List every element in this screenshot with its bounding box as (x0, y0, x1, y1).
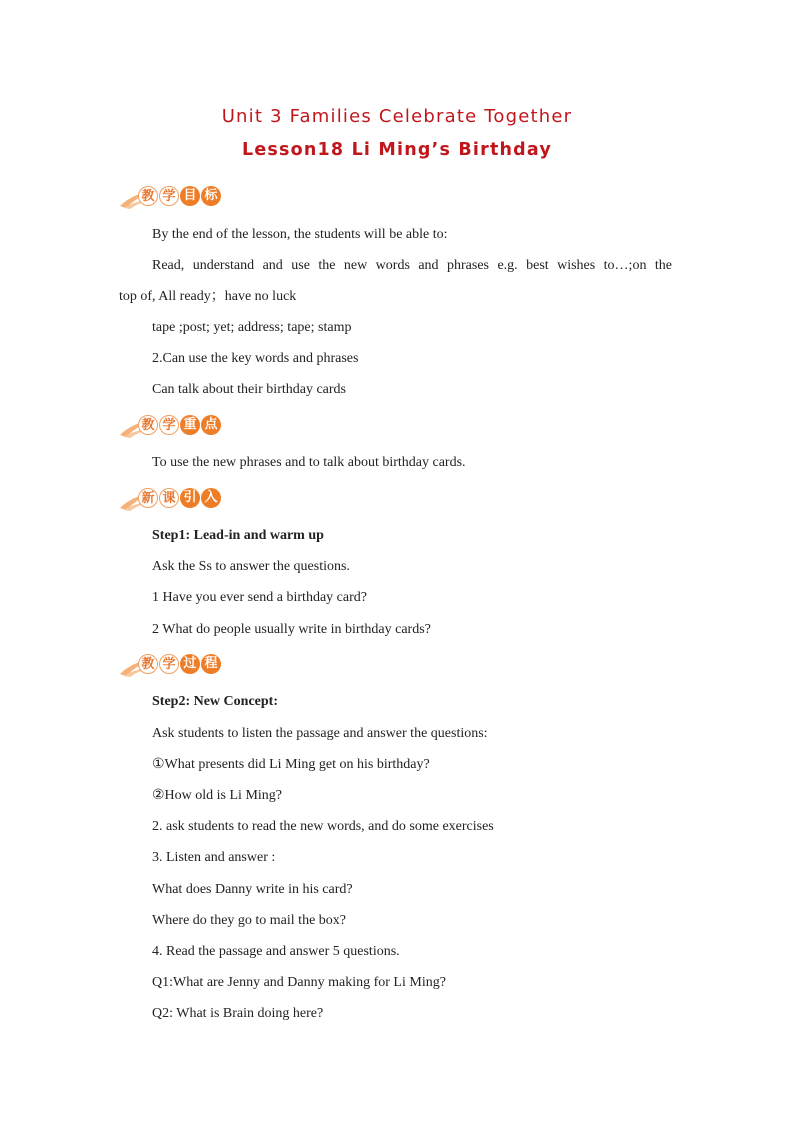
badge-char: 引 (180, 488, 200, 508)
section-badge-lead-in (118, 486, 228, 512)
section-badge-objectives (118, 184, 228, 210)
badge-char: 教 (138, 186, 158, 206)
section-badge-process (118, 652, 228, 678)
badge-char: 点 (201, 415, 221, 435)
badge-char: 新 (138, 488, 158, 508)
objectives-line-3: Can talk about their birthday cards (152, 382, 346, 397)
badge-char: 教 (138, 415, 158, 435)
objectives-words: tape ;post; yet; address; tape; stamp (152, 320, 352, 335)
badge-char: 重 (180, 415, 200, 435)
badge-char: 入 (201, 488, 221, 508)
step2-item-3: 3. Listen and answer : (152, 850, 276, 865)
badge-char: 过 (180, 654, 200, 674)
step2-question-1: ①What presents did Li Ming get on his birthday? (152, 757, 430, 772)
step2-item-3-question-2: Where do they go to mail the box? (152, 913, 346, 928)
step2-item-4-question-1: Q1:What are Jenny and Danny making for Li Ming? (152, 975, 446, 990)
objectives-line-2: 2.Can use the key words and phrases (152, 351, 359, 366)
badge-char: 学 (159, 186, 179, 206)
badge-char: 教 (138, 654, 158, 674)
step1-question-1: 1 Have you ever send a birthday card? (152, 590, 367, 605)
step2-question-2: ②How old is Li Ming? (152, 788, 282, 803)
badge-char: 程 (201, 654, 221, 674)
step2-item-2: 2. ask students to read the new words, and do some exercises (152, 819, 494, 834)
key-points-line: To use the new phrases and to talk about birthday cards. (152, 455, 466, 470)
step2-intro: Ask students to listen the passage and answer the questions: (152, 726, 488, 741)
step2-item-3-question-1: What does Danny write in his card? (152, 882, 353, 897)
step2-item-4: 4. Read the passage and answer 5 questions. (152, 944, 400, 959)
badge-char: 目 (180, 186, 200, 206)
objectives-line-1a: Read, understand and use the new words and phrases e.g. best wishes to…;on the (152, 258, 672, 273)
step1-intro: Ask the Ss to answer the questions. (152, 559, 350, 574)
badge-char: 学 (159, 415, 179, 435)
step2-item-4-question-2: Q2: What is Brain doing here? (152, 1006, 324, 1021)
step2-title: Step2: New Concept: (152, 694, 278, 709)
step1-title: Step1: Lead-in and warm up (152, 528, 324, 543)
badge-char: 课 (159, 488, 179, 508)
section-badge-key-points (118, 413, 228, 439)
badge-char: 学 (159, 654, 179, 674)
unit-title: Unit 3 Families Celebrate Together (221, 106, 573, 127)
objectives-line-1b: top of, All ready；have no luck (119, 289, 297, 304)
objectives-intro: By the end of the lesson, the students will be able to: (152, 227, 448, 242)
lesson-title: Lesson18 Li Ming’s Birthday (242, 140, 552, 160)
badge-char: 标 (201, 186, 221, 206)
step1-question-2: 2 What do people usually write in birthday cards? (152, 622, 431, 637)
